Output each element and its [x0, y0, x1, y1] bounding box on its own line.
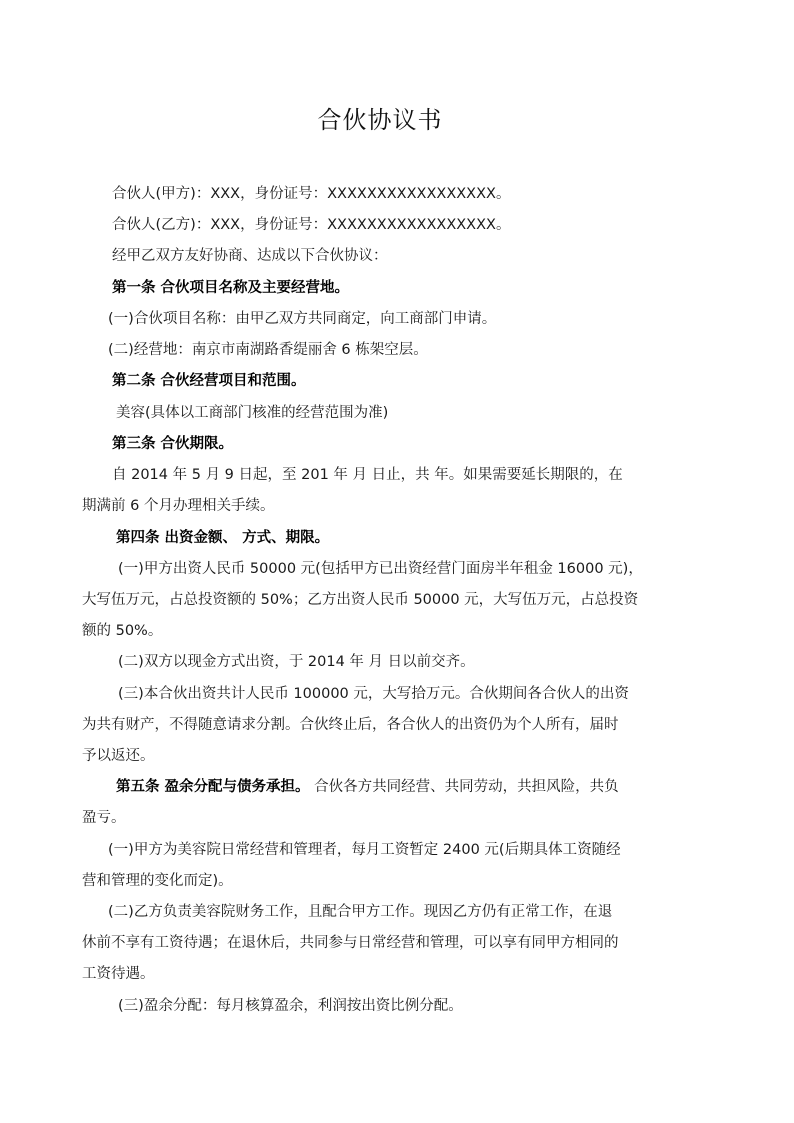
article-3-line-1: 自 2014 年 5 月 9 日起，至 201 年 月 日止，共 年。如果需要延长期限的，在 [112, 467, 623, 483]
intro-line: 经甲乙双方友好协商、达成以下合伙协议： [112, 248, 388, 264]
article-3-line-2: 期满前 6 个月办理相关手续。 [82, 498, 275, 514]
article-2-heading: 第二条 合伙经营项目和范围。 [112, 373, 306, 389]
article-4-item-1-line-3: 额的 50%。 [82, 623, 163, 639]
party-b-line: 合伙人(乙方)：XXX，身份证号：XXXXXXXXXXXXXXXXX。 [112, 217, 511, 233]
article-4-item-3-line-2: 为共有财产，不得随意请求分割。合伙终止后，各合伙人的出资仍为个人所有，届时 [82, 717, 619, 733]
article-5-line-2: 盈亏。 [82, 810, 126, 826]
party-a-line: 合伙人(甲方)：XXX，身份证号：XXXXXXXXXXXXXXXXX。 [112, 186, 511, 202]
article-5-item-1-line-2: 营和管理的变化而定)。 [82, 873, 233, 889]
article-4-item-1-line-2: 大写伍万元，占总投资额的 50%；乙方出资人民币 50000 元，大写伍万元，占总投资 [82, 592, 639, 608]
article-4-heading: 第四条 出资金额、 方式、期限。 [116, 530, 330, 546]
article-4-item-1-line-1: (一)甲方出资人民币 50000 元(包括甲方已出资经营门面房半年租金 16000 元)， [118, 561, 643, 577]
article-2-item-1: 美容(具体以工商部门核准的经营范围为准) [116, 405, 389, 421]
article-5-item-2-line-1: (二)乙方负责美容院财务工作，且配合甲方工作。现因乙方仍有正常工作，在退 [108, 904, 613, 920]
article-5-heading: 第五条 盈余分配与债务承担。 [116, 779, 310, 795]
article-5-heading-tail: 合伙各方共同经营、共同劳动，共担风险，共负 [314, 779, 619, 795]
document-title: 合伙协议书 [317, 106, 443, 134]
article-1-heading: 第一条 合伙项目名称及主要经营地。 [112, 280, 350, 296]
article-5-item-1-line-1: (一)甲方为美容院日常经营和管理者，每月工资暂定 2400 元(后期具体工资随经 [108, 842, 621, 858]
article-5-first-line [116, 777, 619, 797]
article-4-item-2: (二)双方以现金方式出资，于 2014 年 月 日以前交齐。 [118, 654, 475, 670]
article-5-item-2-line-2: 休前不享有工资待遇；在退休后，共同参与日常经营和管理，可以享有同甲方相同的 [82, 935, 619, 951]
article-1-item-1: (一)合伙项目名称：由甲乙双方共同商定，向工商部门申请。 [108, 311, 497, 327]
article-5-item-2-line-3: 工资待遇。 [82, 966, 155, 982]
article-4-item-3-line-1: (三)本合伙出资共计人民币 100000 元，大写拾万元。合伙期间各合伙人的出资 [118, 686, 629, 702]
article-5-item-3: (三)盈余分配：每月核算盈余，利润按出资比例分配。 [118, 998, 463, 1014]
article-3-heading: 第三条 合伙期限。 [112, 436, 234, 452]
article-1-item-2: (二)经营地：南京市南湖路香缇丽舍 6 栋架空层。 [108, 342, 428, 358]
article-4-item-3-line-3: 予以返还。 [82, 748, 155, 764]
